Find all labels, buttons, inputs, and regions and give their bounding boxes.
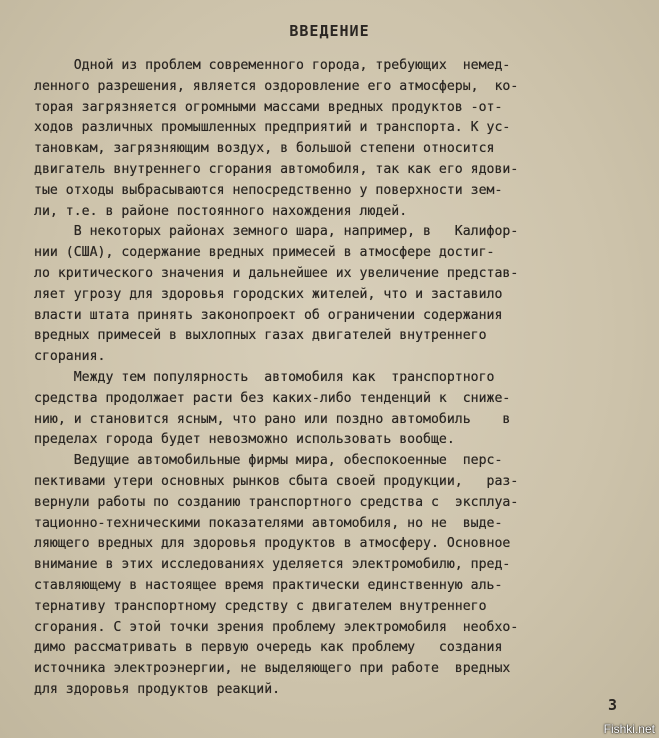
text-line: власти штата принять законопроект об ограничении содержания [34, 307, 503, 323]
text-line: Ведущие автомобильные фирмы мира, обеспокоенные перс- [34, 453, 503, 469]
text-line: ло критического значения и дальнейшее их увеличение предстaв- [34, 265, 519, 281]
text-line: ленного разрешения, является оздоровление его атмосферы, ко- [34, 78, 519, 94]
text-line: средства продолжает расти без каких-либо тенденций к сниже- [34, 390, 511, 406]
text-line: тернативу транспортному средству с двигателем внутреннего [34, 598, 487, 614]
text-line: двигатель внутреннего сгорания автомобиля, так как его ядови- [34, 161, 519, 177]
text-line: сгорания. С этой точки зрения проблему электромобиля необхо- [34, 619, 519, 635]
text-line: сгорания. [34, 349, 106, 365]
text-line: Одной из проблем современного города, требующих немед- [34, 58, 511, 73]
text-line: ляющего вредных для здоровья продуктов в атмосферу. Основное [34, 536, 511, 552]
text-line: нии (США), содержание вредных примесей в атмосфере достиг- [34, 245, 495, 261]
text-line: источника электроэнергии, не выделяющего при работе вредных [34, 661, 511, 677]
body-text [34, 56, 630, 701]
text-line: ходов различных промышленных предприятий и транспорта. К ус- [34, 120, 511, 136]
page-number: 3 [607, 696, 617, 714]
page-title: ВВЕДЕНИЕ [289, 22, 370, 40]
text-line: ставляющему в настоящее время практически единственную аль- [34, 577, 503, 593]
watermark-text: Fishki.net [603, 722, 655, 736]
text-line: внимание в этих исследованиях уделяется электромобилю, пред- [34, 557, 511, 573]
text-line: торая загрязняется огромными массами вредных продуктов -от- [34, 99, 503, 115]
text-line: тановкам, загрязняющим воздух, в большой степени относится [34, 141, 495, 157]
text-line: вернули работы по созданию транспортного средства с эксплуа- [34, 494, 519, 510]
text-line: пективами утери основных рынков сбыта своей продукции, раз- [34, 473, 519, 489]
text-line: В некоторых районах земного шара, например, в Калифор- [34, 224, 519, 240]
text-line: тационно-техническими показателями автомобиля, но не выде- [34, 515, 503, 531]
text-line: пределах города будет невозможно использовать вообще. [34, 432, 455, 448]
text-line: нию, и становится ясным, что рано или поздно автомобиль в [34, 411, 511, 427]
text-line: Между тем популярность автомобиля как транспортного [34, 369, 495, 385]
text-line: для здоровья продуктов реакций. [34, 681, 281, 697]
text-line: димо рассматривать в первую очередь как проблему создания [34, 640, 503, 656]
text-line: ляет угрозу для здоровья городских жителей, что и заставило [34, 286, 503, 302]
text-line: ли, т.е. в районе постоянного нахождения людей. [34, 203, 408, 219]
text-line: тые отходы выбрасываются непосредственно у поверхности зем- [34, 182, 503, 198]
text-line: вредных примесей в выхлопных газах двигателей внутреннего [34, 328, 487, 344]
